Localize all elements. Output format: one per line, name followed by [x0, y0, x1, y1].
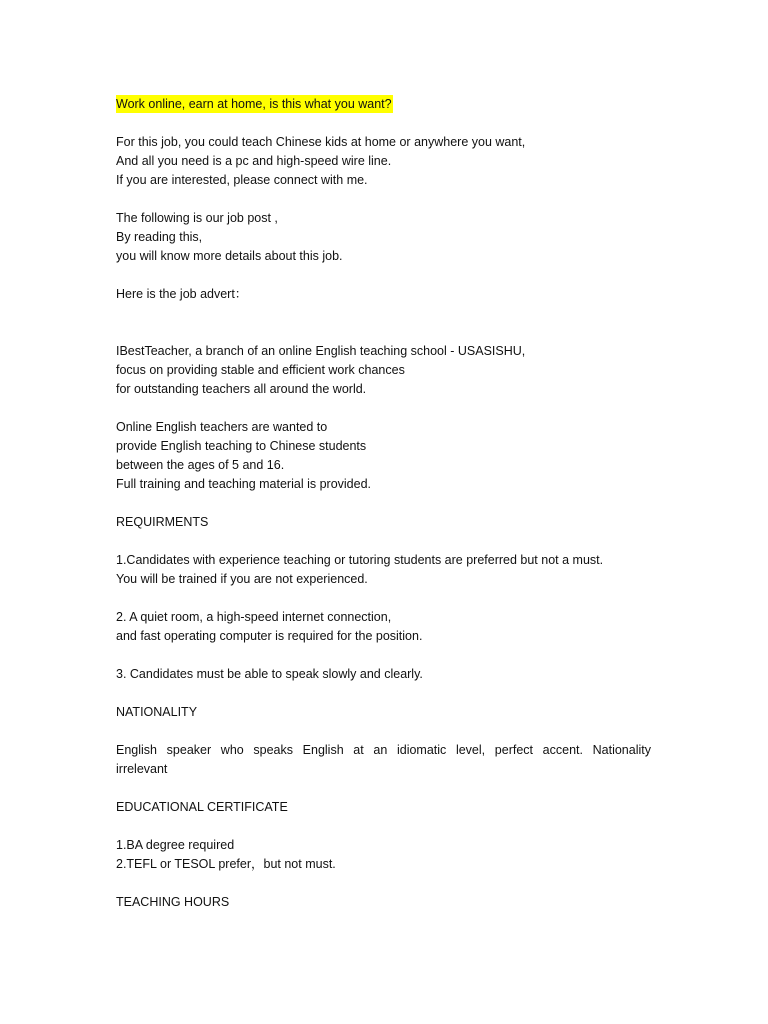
spacer — [116, 323, 652, 342]
requirement-1-line-1: 1.Candidates with experience teaching or tutoring students are preferred but not a must. — [116, 553, 604, 567]
spacer — [116, 722, 652, 741]
post-intro-line-3: you will know more details about this job. — [116, 249, 343, 263]
company-line-2: focus on providing stable and efficient work chances — [116, 363, 405, 377]
education-item-2: 2.TEFL or TESOL prefer，but not must. — [116, 857, 336, 871]
education-heading: EDUCATIONAL CERTIFICATE — [116, 800, 288, 814]
post-intro-line-2: By reading this, — [116, 230, 203, 244]
spacer — [116, 646, 652, 665]
advert-label: Here is the job advert： — [116, 287, 248, 301]
education-item-1: 1.BA degree required — [116, 838, 235, 852]
teaching-hours-heading: TEACHING HOURS — [116, 895, 230, 909]
spacer — [116, 684, 652, 703]
wanted-line-2: provide English teaching to Chinese students — [116, 439, 367, 453]
spacer — [116, 304, 652, 323]
spacer — [116, 399, 652, 418]
spacer — [116, 589, 652, 608]
nationality-line-1: English speaker who speaks English at an idiomatic level, perfect accent. Nationality — [116, 743, 651, 757]
wanted-line-3: between the ages of 5 and 16. — [116, 458, 285, 472]
company-line-1: IBestTeacher, a branch of an online English teaching school - USASISHU, — [116, 344, 526, 358]
spacer — [116, 817, 652, 836]
requirement-2-line-1: 2. A quiet room, a high-speed internet connection, — [116, 610, 392, 624]
headline-line — [116, 95, 652, 114]
intro-line-3: If you are interested, please connect with me. — [116, 173, 368, 187]
spacer — [116, 532, 652, 551]
requirement-2-line-2: and fast operating computer is required for the position. — [116, 629, 423, 643]
spacer — [116, 874, 652, 893]
intro-line-1: For this job, you could teach Chinese kids at home or anywhere you want, — [116, 135, 526, 149]
requirement-3: 3. Candidates must be able to speak slowly and clearly. — [116, 667, 423, 681]
company-line-3: for outstanding teachers all around the world. — [116, 382, 367, 396]
wanted-line-4: Full training and teaching material is provided. — [116, 477, 371, 491]
spacer — [116, 779, 652, 798]
wanted-line-1: Online English teachers are wanted to — [116, 420, 328, 434]
nationality-heading: NATIONALITY — [116, 705, 198, 719]
intro-line-2: And all you need is a pc and high-speed wire line. — [116, 154, 392, 168]
spacer — [116, 114, 652, 133]
headline-highlight: Work online, earn at home, is this what you want? — [116, 97, 392, 111]
requirement-1-line-2: You will be trained if you are not experienced. — [116, 572, 368, 586]
spacer — [116, 190, 652, 209]
post-intro-line-1: The following is our job post , — [116, 211, 278, 225]
nationality-line-2: irrelevant — [116, 762, 168, 776]
requirements-heading: REQUIRMENTS — [116, 515, 209, 529]
document-page — [116, 95, 652, 912]
spacer — [116, 494, 652, 513]
spacer — [116, 266, 652, 285]
